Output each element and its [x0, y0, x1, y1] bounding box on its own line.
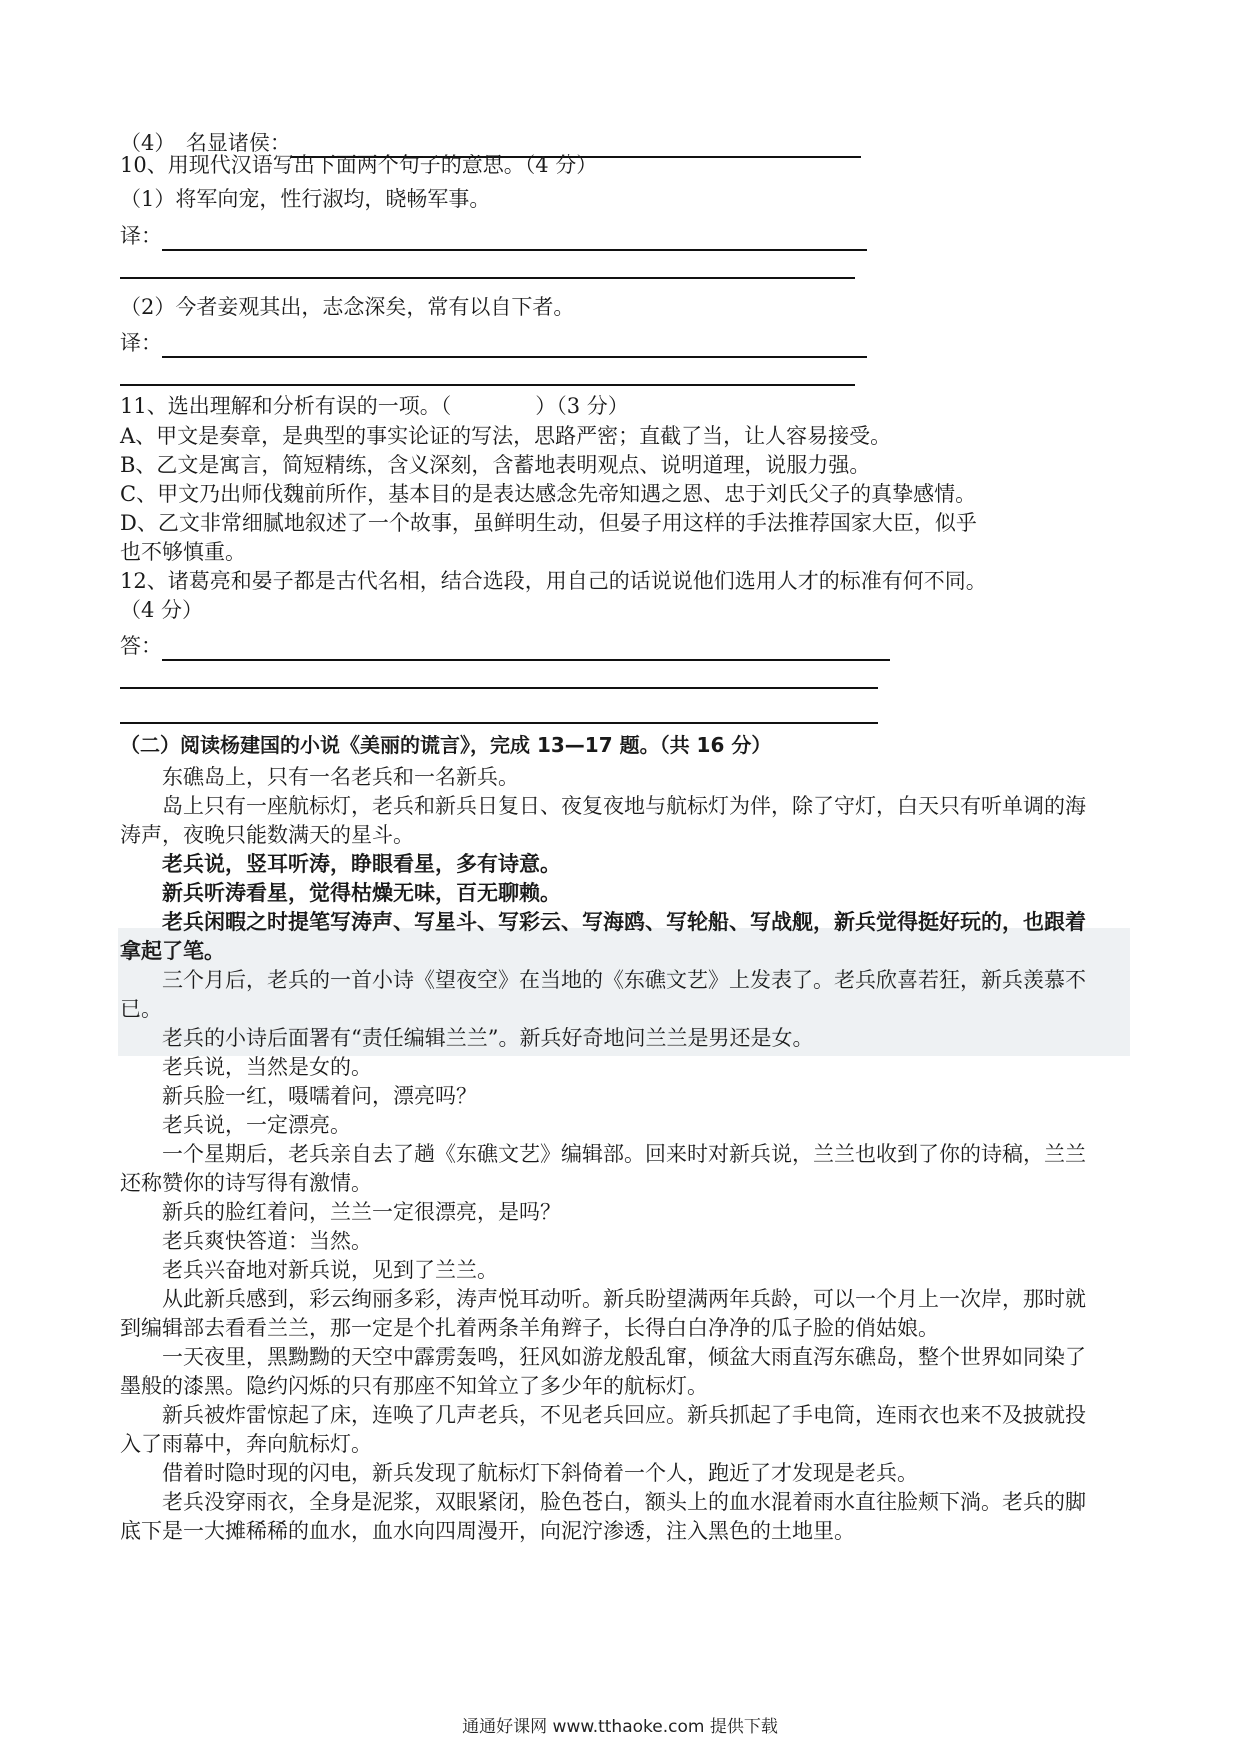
q11-option-c: C、甲文乃出师伐魏前所作，基本目的是表达感念先帝知遇之恩、忠于刘氏父子的真挚感情。 [120, 482, 977, 506]
passage-line: 三个月后，老兵的一首小诗《望夜空》在当地的《东礁文艺》上发表了。老兵欣喜若狂，新兵羡慕不 [162, 968, 1086, 992]
q10-sentence-2: （2）今者妾观其出，志念深矣，常有以自下者。 [120, 295, 575, 319]
passage-line: 老兵说，当然是女的。 [162, 1055, 372, 1079]
passage-line: 新兵听涛看星，觉得枯燥无味，百无聊赖。 [162, 881, 561, 905]
q10-translate-2-blank[interactable] [162, 334, 867, 358]
passage-line: 墨般的漆黑。隐约闪烁的只有那座不知耸立了多少年的航标灯。 [120, 1374, 708, 1398]
q11-option-d-cont: 也不够慎重。 [120, 540, 246, 564]
q10-translate-2-label: 译： [120, 331, 162, 355]
passage-line: 新兵脸一红，嗫嚅着问，漂亮吗？ [162, 1084, 477, 1108]
passage-line: 一天夜里，黑黝黝的天空中霹雳轰鸣，狂风如游龙般乱窜，倾盆大雨直泻东礁岛，整个世界如同染了 [162, 1345, 1086, 1369]
q12-stem: 12、诸葛亮和晏子都是古代名相，结合选段，用自己的话说说他们选用人才的标准有何不同。 [120, 569, 987, 593]
passage-line: 涛声，夜晚只能数满天的星斗。 [120, 823, 414, 847]
passage-line: 岛上只有一座航标灯，老兵和新兵日复日、夜复夜地与航标灯为伴，除了守灯，白天只有听单调的海 [162, 794, 1086, 818]
passage-line: 老兵兴奋地对新兵说，见到了兰兰。 [162, 1258, 498, 1282]
q11-option-d: D、乙文非常细腻地叙述了一个故事，虽鲜明生动，但晏子用这样的手法推荐国家大臣，似乎 [120, 511, 977, 535]
passage-line: 拿起了笔。 [120, 939, 225, 963]
passage-line: 还称赞你的诗写得有激情。 [120, 1171, 372, 1195]
q11-option-b: B、乙文是寓言，简短精练，含义深刻，含蓄地表明观点、说明道理，说服力强。 [120, 453, 871, 477]
passage-line: 借着时隐时现的闪电，新兵发现了航标灯下斜倚着一个人，跑近了才发现是老兵。 [162, 1461, 918, 1485]
passage-line: 从此新兵感到，彩云绚丽多彩，涛声悦耳动听。新兵盼望满两年兵龄，可以一个月上一次岸，那时就 [162, 1287, 1086, 1311]
passage-line: 新兵被炸雷惊起了床，连唤了几声老兵，不见老兵回应。新兵抓起了手电筒，连雨衣也来不及披就投 [162, 1403, 1086, 1427]
q11-option-a: A、甲文是奏章，是典型的事实论证的写法，思路严密；直截了当，让人容易接受。 [120, 424, 892, 448]
q12-answer-line2[interactable] [120, 687, 878, 689]
section2-heading: （二）阅读杨建国的小说《美丽的谎言》，完成 13—17 题。（共 16 分） [120, 733, 772, 757]
q10-translate-2-line2[interactable] [120, 384, 855, 386]
passage-line: 东礁岛上，只有一名老兵和一名新兵。 [162, 765, 519, 789]
q10-stem: 10、用现代汉语写出下面两个句子的意思。（4 分） [120, 153, 598, 177]
passage-line: 一个星期后，老兵亲自去了趟《东礁文艺》编辑部。回来时对新兵说，兰兰也收到了你的诗稿，兰兰 [162, 1142, 1086, 1166]
passage-line: 已。 [120, 997, 162, 1021]
q12-score: （4 分） [120, 598, 204, 622]
passage-line: 老兵说，竖耳听涛，睁眼看星，多有诗意。 [162, 852, 561, 876]
page-footer: 通通好课网 www.tthaoke.com 提供下载 [462, 1717, 778, 1737]
passage-line: 老兵爽快答道：当然。 [162, 1229, 372, 1253]
passage-line: 老兵没穿雨衣，全身是泥浆，双眼紧闭，脸色苍白，额头上的血水混着雨水直往脸颊下淌。老兵的脚 [162, 1490, 1086, 1514]
passage-line: 老兵闲暇之时提笔写涛声、写星斗、写彩云、写海鸥、写轮船、写战舰，新兵觉得挺好玩的，也跟着 [162, 910, 1086, 934]
q10-translate-1 [120, 221, 867, 251]
q10-translate-1-label: 译： [120, 224, 162, 248]
q12-answer-label: 答： [120, 634, 162, 658]
passage-line: 入了雨幕中，奔向航标灯。 [120, 1432, 372, 1456]
q10-translate-1-blank[interactable] [162, 227, 867, 251]
q10-translate-2 [120, 328, 867, 358]
passage-line: 到编辑部去看看兰兰，那一定是个扎着两条羊角辫子，长得白白净净的瓜子脸的俏姑娘。 [120, 1316, 939, 1340]
q9-item-4-label: （4） 名显诸侯： [120, 131, 291, 155]
q12-answer-line3[interactable] [120, 722, 878, 724]
passage-line: 老兵说，一定漂亮。 [162, 1113, 351, 1137]
passage-line: 新兵的脸红着问，兰兰一定很漂亮，是吗？ [162, 1200, 561, 1224]
q11-stem: 11、选出理解和分析有误的一项。（ ）（3 分） [120, 394, 629, 418]
passage-line: 底下是一大摊稀稀的血水，血水向四周漫开，向泥泞渗透，注入黑色的土地里。 [120, 1519, 855, 1543]
passage-line: 老兵的小诗后面署有“责任编辑兰兰”。新兵好奇地问兰兰是男还是女。 [162, 1026, 814, 1050]
q10-translate-1-line2[interactable] [120, 277, 855, 279]
q12-answer [120, 631, 890, 661]
q10-sentence-1: （1）将军向宠，性行淑均，晓畅军事。 [120, 187, 491, 211]
q12-answer-blank[interactable] [162, 637, 890, 661]
